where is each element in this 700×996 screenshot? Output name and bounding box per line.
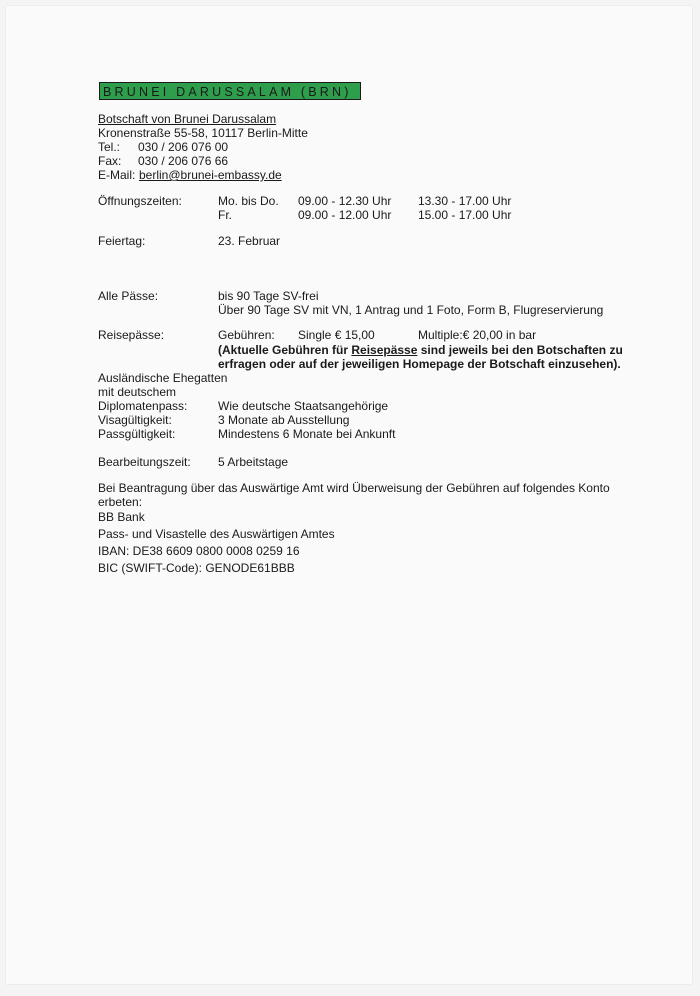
visa-validity-value: 3 Monate ab Ausstellung: [218, 413, 350, 427]
processing-value: 5 Arbeitstage: [218, 455, 289, 469]
visa-validity-label: Visagültigkeit:: [98, 413, 172, 427]
page-title: BRUNEI DARUSSALAM (BRN): [99, 82, 361, 100]
passports-line1: bis 90 Tage SV-frei: [218, 289, 319, 303]
processing-label: Bearbeitungszeit:: [98, 455, 191, 469]
fees-note-link[interactable]: Reisepässe: [351, 343, 418, 357]
bank-recipient: Pass- und Visastelle des Auswärtigen Amtes: [98, 527, 335, 541]
fees-note-line1: [218, 343, 623, 358]
fees-note-part1: (Aktuelle Gebühren für: [218, 343, 352, 357]
holiday-label: Feiertag:: [98, 234, 146, 248]
fees-single: Single € 15,00: [298, 328, 375, 342]
email-label: E-Mail:: [98, 168, 136, 182]
hours-row-days: Mo. bis Do.: [218, 194, 279, 208]
diplomatic-label: Diplomatenpass:: [98, 399, 188, 413]
holiday-value: 23. Februar: [218, 234, 281, 248]
fees-note-line2: erfragen oder auf der jeweiligen Homepage der Botschaft einzusehen).: [218, 357, 621, 371]
fees-label: Reisepässe:: [98, 328, 165, 342]
bank-intro-line1: Bei Beantragung über das Auswärtige Amt wird Überweisung der Gebühren auf folgendes Konto: [98, 481, 610, 495]
tel-value: 030 / 206 076 00: [138, 140, 229, 154]
bank-iban: IBAN: DE38 6609 0800 0008 0259 16: [98, 544, 300, 558]
embassy-name: Botschaft von Brunei Darussalam: [98, 112, 277, 126]
hours-row-afternoon: 15.00 - 17.00 Uhr: [418, 208, 512, 222]
passport-validity-label: Passgültigkeit:: [98, 427, 176, 441]
document-page: [6, 6, 692, 984]
hours-row-morning: 09.00 - 12.30 Uhr: [298, 194, 392, 208]
fax-value: 030 / 206 076 66: [138, 154, 229, 168]
diplomatic-value: Wie deutsche Staatsangehörige: [218, 399, 389, 413]
email-link[interactable]: berlin@brunei-embassy.de: [139, 168, 282, 182]
bank-bic: BIC (SWIFT-Code): GENODE61BBB: [98, 561, 295, 575]
spouses-line2: mit deutschem: [98, 385, 177, 399]
spouses-line1: Ausländische Ehegatten: [98, 371, 228, 385]
hours-row-morning: 09.00 - 12.00 Uhr: [298, 208, 392, 222]
fax-label: Fax:: [98, 154, 122, 168]
bank-name: BB Bank: [98, 510, 145, 524]
hours-row-days: Fr.: [218, 208, 232, 222]
passports-label: Alle Pässe:: [98, 289, 159, 303]
tel-label: Tel.:: [98, 140, 121, 154]
fees-fee-label: Gebühren:: [218, 328, 275, 342]
fees-multiple: Multiple:€ 20,00 in bar: [418, 328, 537, 342]
hours-label: Öffnungszeiten:: [98, 194, 182, 208]
passports-line2: Über 90 Tage SV mit VN, 1 Antrag und 1 Foto, Form B, Flugreservierung: [218, 303, 604, 317]
hours-row-afternoon: 13.30 - 17.00 Uhr: [418, 194, 512, 208]
bank-intro-line2: erbeten:: [98, 495, 143, 509]
fees-note-part2: sind jeweils bei den Botschaften zu: [417, 343, 623, 357]
embassy-address: Kronenstraße 55-58, 10117 Berlin-Mitte: [98, 126, 308, 140]
passport-validity-value: Mindestens 6 Monate bei Ankunft: [218, 427, 396, 441]
